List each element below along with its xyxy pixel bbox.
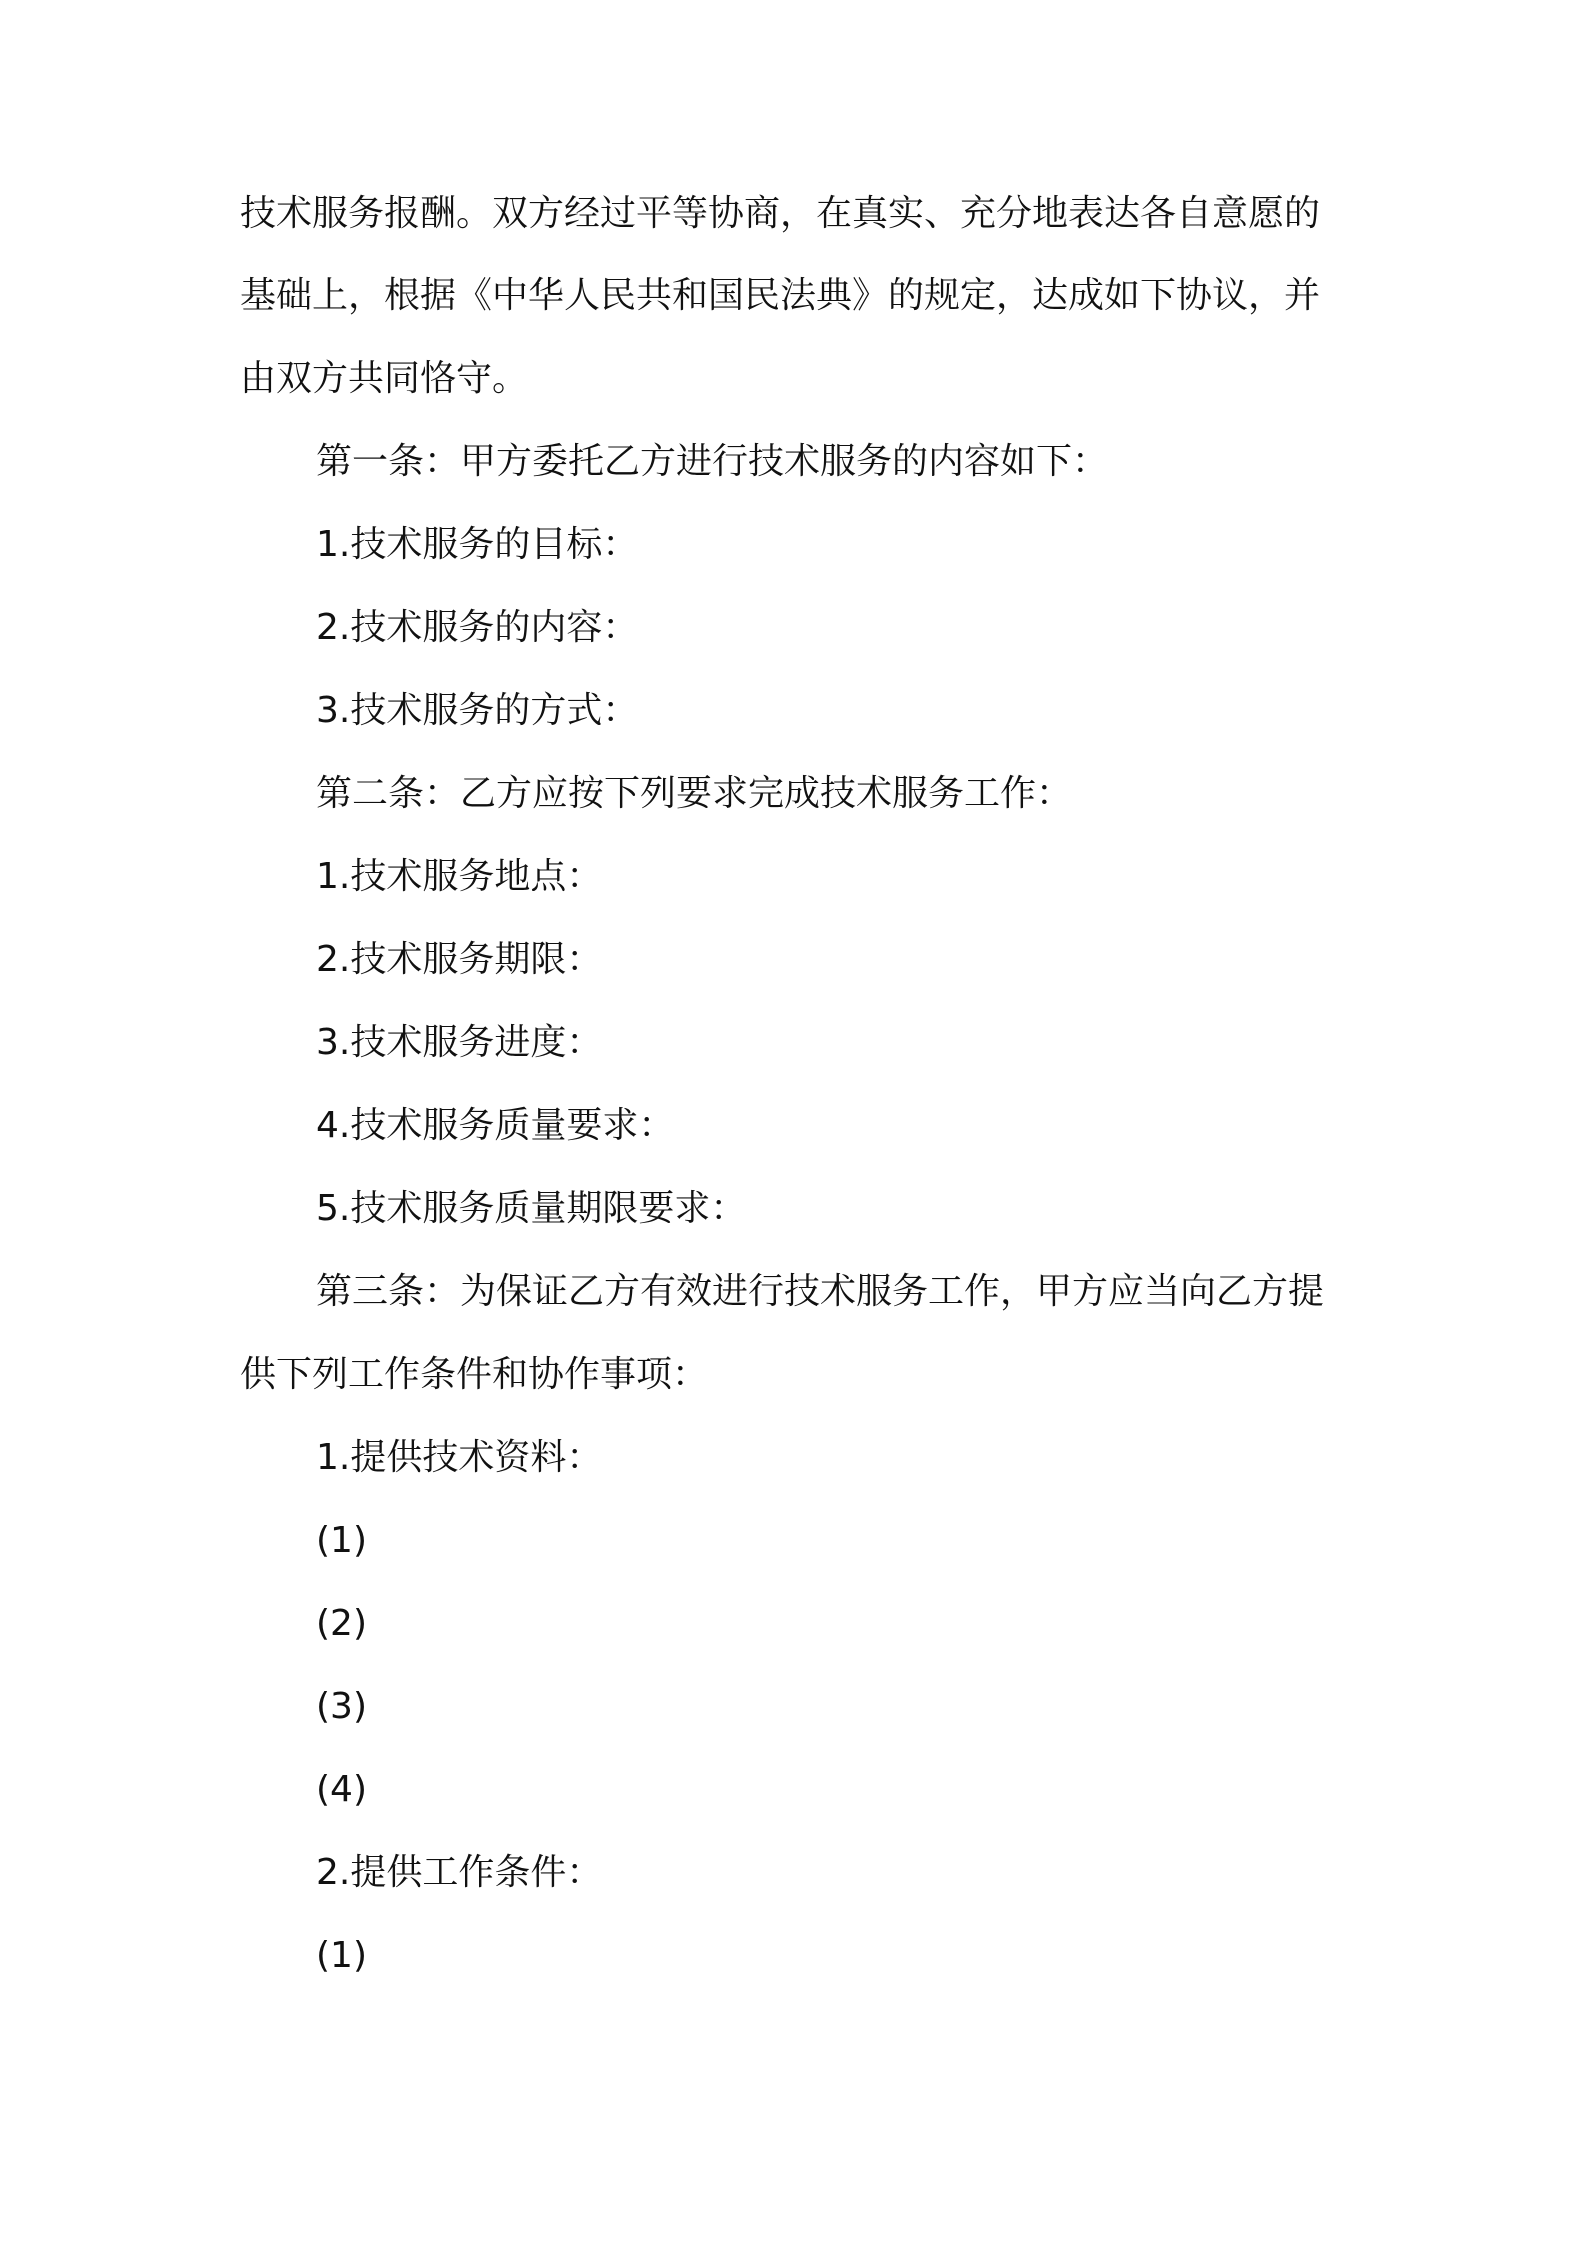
article-heading-1: 第一条：甲方委托乙方进行技术服务的内容如下： xyxy=(316,441,1109,482)
list-item: 1.技术服务地点： xyxy=(316,856,603,897)
list-item: 4.技术服务质量要求： xyxy=(316,1105,675,1146)
list-item: 3.技术服务进度： xyxy=(316,1022,603,1063)
sub-list-item: (1) xyxy=(316,1935,367,1976)
sub-list-item: (2) xyxy=(316,1603,367,1644)
paragraph-line: 供下列工作条件和协作事项： xyxy=(240,1354,709,1395)
list-item: 1.提供技术资料： xyxy=(316,1437,603,1478)
paragraph-line: 基础上，根据《中华人民共和国民法典》的规定，达成如下协议，并 xyxy=(240,275,1321,316)
list-item: 2.提供工作条件： xyxy=(316,1852,603,1893)
paragraph-line: 由双方共同恪守。 xyxy=(240,358,529,399)
sub-list-item: (1) xyxy=(316,1520,367,1561)
article-heading-2: 第二条：乙方应按下列要求完成技术服务工作： xyxy=(316,773,1073,814)
list-item: 2.技术服务期限： xyxy=(316,939,603,980)
list-item: 3.技术服务的方式： xyxy=(316,690,639,731)
list-item: 2.技术服务的内容： xyxy=(316,607,639,648)
paragraph-line: 技术服务报酬。双方经过平等协商，在真实、充分地表达各自意愿的 xyxy=(240,193,1321,234)
sub-list-item: (4) xyxy=(316,1769,367,1810)
article-heading-3: 第三条：为保证乙方有效进行技术服务工作，甲方应当向乙方提 xyxy=(316,1271,1325,1312)
list-item: 5.技术服务质量期限要求： xyxy=(316,1188,747,1229)
list-item: 1.技术服务的目标： xyxy=(316,524,639,565)
sub-list-item: (3) xyxy=(316,1686,367,1727)
